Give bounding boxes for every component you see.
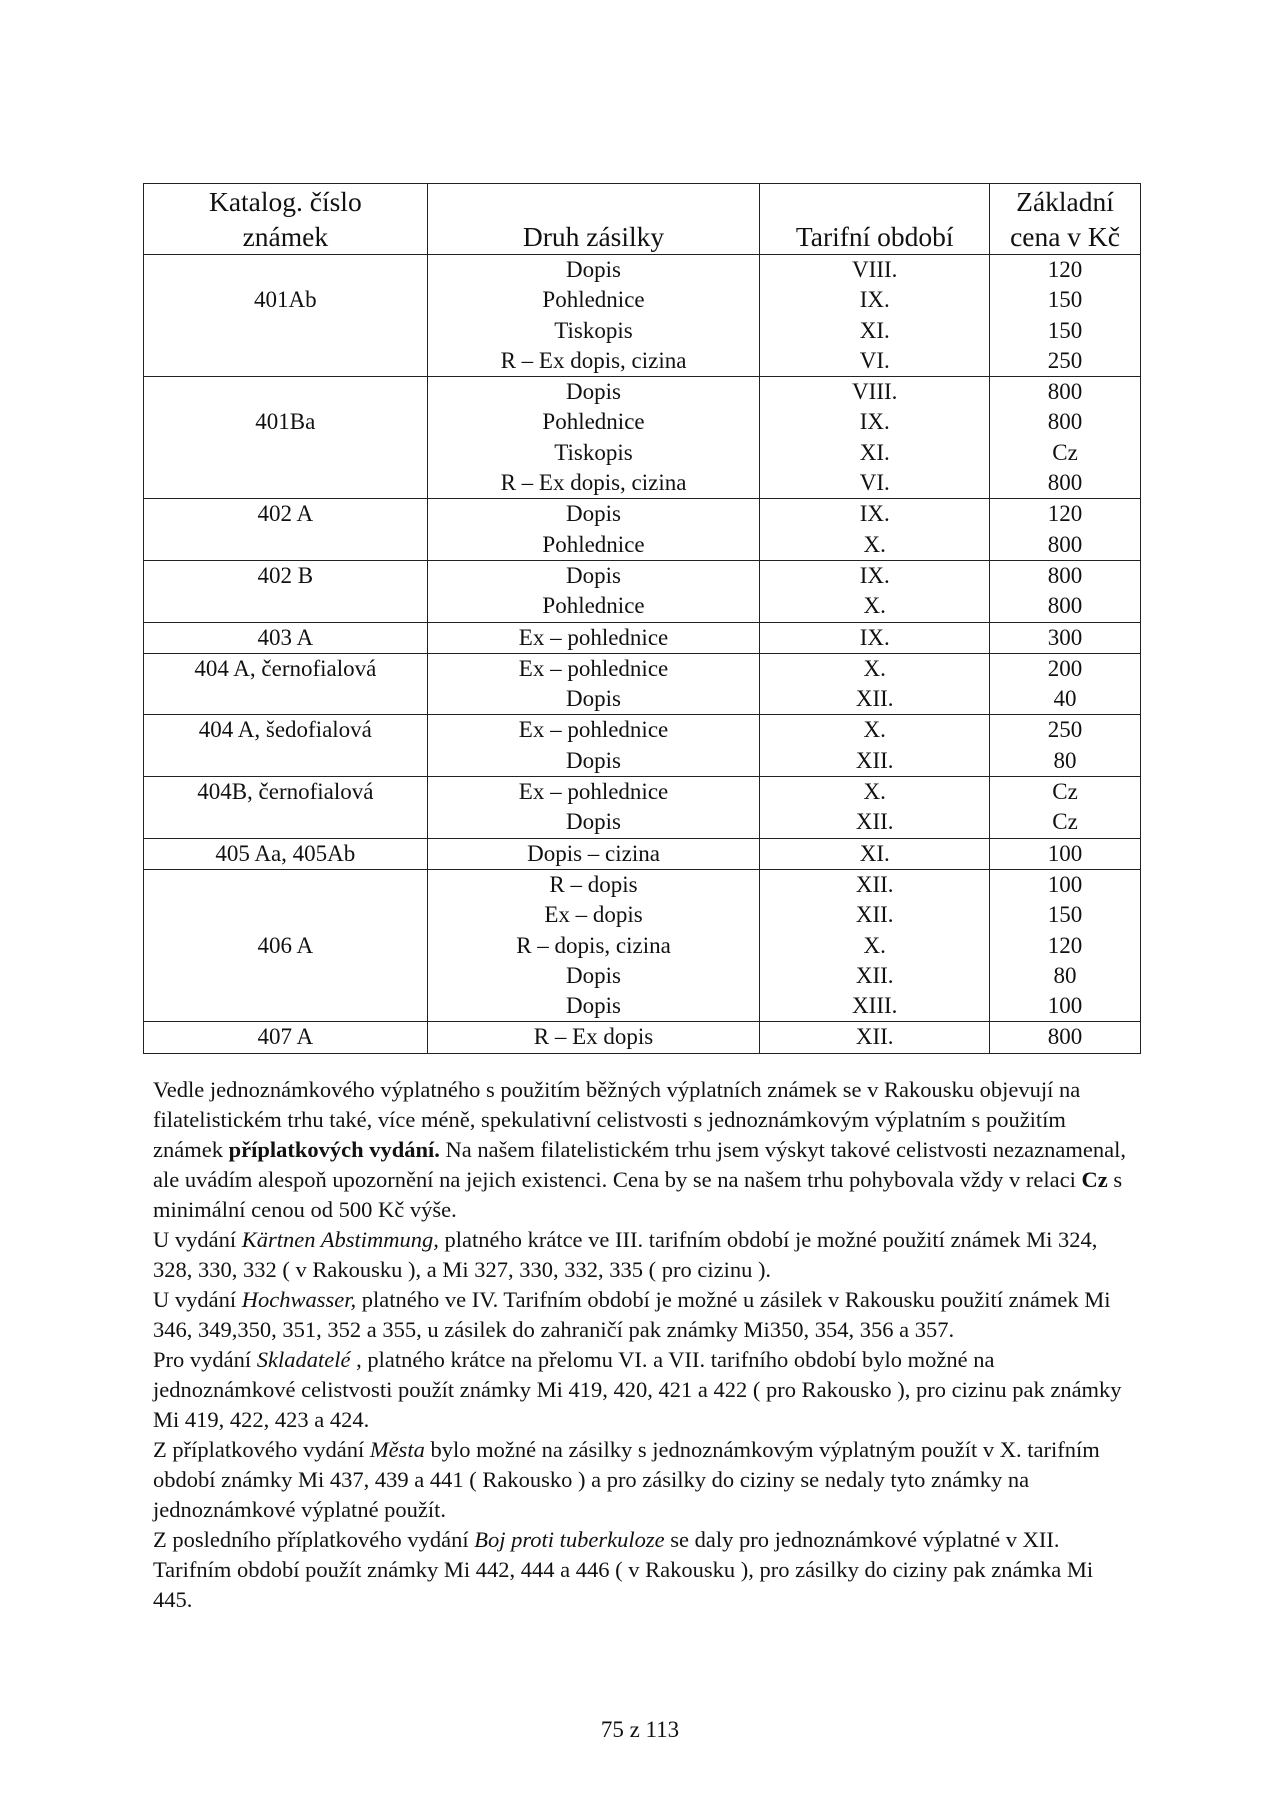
base-price-cell <box>990 560 1141 622</box>
catalog-number-cell <box>144 1022 428 1053</box>
base-price-cell <box>990 777 1141 839</box>
base-price: 120 <box>1047 932 1083 958</box>
shipment-type: Ex – dopis <box>544 902 643 928</box>
shipment-type-cell <box>427 653 760 715</box>
base-price: 250 <box>1047 717 1083 743</box>
header-base-price: Základní cena v Kč <box>990 184 1141 255</box>
catalog-number: 404 A, šedofialová <box>198 717 372 743</box>
shipment-type-cell <box>427 377 760 499</box>
shipment-type: Pohlednice <box>542 531 645 557</box>
shipment-type-cell <box>427 777 760 839</box>
shipment-type: Dopis <box>566 379 621 405</box>
catalog-number: 401Ab <box>254 287 317 313</box>
shipment-type-cell <box>427 838 760 869</box>
shipment-type-cell <box>427 869 760 1021</box>
base-price: 800 <box>1047 593 1083 619</box>
tariff-period: XI. <box>859 317 890 343</box>
tariff-period: XII. <box>855 747 894 773</box>
tariff-period-cell <box>760 255 990 377</box>
base-price-cell <box>990 838 1141 869</box>
tariff-period: VIII. <box>852 257 898 282</box>
shipment-type: R – dopis <box>549 871 638 897</box>
shipment-type-cell <box>427 1022 760 1053</box>
tariff-period: IX. <box>859 287 890 313</box>
base-price: 800 <box>1047 562 1083 588</box>
tariff-period: XII. <box>855 809 894 835</box>
catalog-number-cell <box>144 622 428 653</box>
base-price: 40 <box>1053 686 1077 712</box>
tariff-period: X. <box>863 655 886 681</box>
shipment-type-cell <box>427 715 760 777</box>
paragraph: Z posledního příplatkového vydání Boj proti tuberkuloze se daly pro jednoznámkové výplatné v XII. Tarifním období použít známky Mi 442, 444 a 446 ( v Rakousku ), pro zásilky do ciziny pak známka Mi 445. <box>153 1527 1094 1612</box>
table-row <box>144 255 1141 377</box>
shipment-type: Ex – pohlednice <box>518 655 669 681</box>
tariff-period-cell <box>760 869 990 1021</box>
tariff-period-cell <box>760 715 990 777</box>
base-price: 120 <box>1047 501 1083 527</box>
base-price-cell <box>990 869 1141 1021</box>
table-row <box>144 869 1141 1021</box>
tariff-period: XII. <box>855 962 894 988</box>
table-row <box>144 499 1141 561</box>
shipment-type: Dopis <box>566 686 621 712</box>
table-row <box>144 715 1141 777</box>
shipment-type: R – dopis, cizina <box>516 932 671 958</box>
shipment-type: Dopis <box>566 962 621 988</box>
shipment-type: Dopis <box>566 993 621 1019</box>
tariff-period: VIII. <box>852 379 898 405</box>
base-price-cell <box>990 377 1141 499</box>
tariff-period-cell <box>760 622 990 653</box>
base-price-cell <box>990 653 1141 715</box>
table-row <box>144 377 1141 499</box>
shipment-type: Pohlednice <box>542 593 645 619</box>
catalog-number: 401Ba <box>255 409 316 435</box>
table-body <box>144 255 1141 1054</box>
catalog-number: 402 B <box>257 562 314 588</box>
tariff-period: VI. <box>859 470 890 496</box>
shipment-type: Dopis <box>566 809 621 835</box>
base-price: 120 <box>1047 257 1083 282</box>
tariff-period-cell <box>760 560 990 622</box>
base-price: Cz <box>1052 809 1078 835</box>
shipment-type: Dopis <box>566 257 621 282</box>
catalog-number-cell <box>144 377 428 499</box>
shipment-type: R – Ex dopis <box>533 1024 654 1050</box>
tariff-period-cell <box>760 377 990 499</box>
paragraph: Pro vydání Skladatelé , platného krátce na přelomu VI. a VII. tarifního období bylo možné na jednoznámkové celistvosti použít známky Mi 419, 420, 421 a 422 ( pro Rakousko ), pro cizinu pak známky Mi 419, 422, 423 a 424. <box>153 1347 1122 1432</box>
shipment-type: Dopis <box>566 501 621 527</box>
tariff-period: X. <box>863 593 886 619</box>
catalog-number-cell <box>144 869 428 1021</box>
tariff-period: XIII. <box>852 993 898 1019</box>
shipment-type: Pohlednice <box>542 287 645 313</box>
catalog-number: 407 A <box>257 1024 314 1050</box>
shipment-type: R – Ex dopis, cizina <box>500 347 687 373</box>
catalog-number-cell <box>144 653 428 715</box>
base-price-cell <box>990 255 1141 377</box>
base-price: Cz <box>1052 439 1078 465</box>
shipment-type: R – Ex dopis, cizina <box>500 470 687 496</box>
catalog-number: 404 A, černofialová <box>194 655 377 681</box>
catalog-number: 405 Aa, 405Ab <box>215 840 356 866</box>
body-text <box>153 1075 1128 1615</box>
shipment-type-cell <box>427 499 760 561</box>
base-price: 80 <box>1053 747 1077 773</box>
base-price: 300 <box>1047 624 1083 650</box>
tariff-period: VI. <box>859 347 890 373</box>
tariff-period-cell <box>760 1022 990 1053</box>
tariff-period: XI. <box>859 439 890 465</box>
shipment-type: Ex – pohlednice <box>518 624 669 650</box>
tariff-period-cell <box>760 777 990 839</box>
tariff-period: XII. <box>855 1024 894 1050</box>
base-price: 80 <box>1053 962 1077 988</box>
header-shipment-type: Druh zásilky <box>427 184 760 255</box>
shipment-type: Tiskopis <box>554 439 633 465</box>
catalog-number: 406 A <box>257 932 314 958</box>
paragraph: U vydání Kärtnen Abstimmung, platného krátce ve III. tarifním období je možné použití známek Mi 324, 328, 330, 332 ( v Rakousku ), a Mi 327, 330, 332, 335 ( pro cizinu ). <box>153 1227 1098 1282</box>
base-price: 800 <box>1047 409 1083 435</box>
paragraph: Vedle jednoznámkového výplatného s použitím běžných výplatních známek se v Rakousku objevují na filatelistickém trhu také, více méně, spekulativní celistvosti s jednoznámkovým výplatním s použitím známek příplatkových vydání. Na našem filatelistickém trhu jsem výskyt takové celistvosti nezaznamenal, ale uvádím alespoň upozornění na jejich existenci. Cena by se na našem trhu pohybovala vždy v relaci Cz s minimální cenou od 500 Kč výše. <box>153 1077 1126 1222</box>
table-row <box>144 1022 1141 1053</box>
table-row <box>144 838 1141 869</box>
shipment-type: Dopis <box>566 562 621 588</box>
catalog-number-cell <box>144 560 428 622</box>
table-row <box>144 653 1141 715</box>
tariff-period: IX. <box>859 409 890 435</box>
shipment-type: Tiskopis <box>554 317 633 343</box>
table-row <box>144 622 1141 653</box>
tariff-period: X. <box>863 531 886 557</box>
tariff-period: IX. <box>859 624 890 650</box>
paragraph: Z příplatkového vydání Města bylo možné na zásilky s jednoznámkovým výplatným použít v X. tarifním období známky Mi 437, 439 a 441 ( Rakousko ) a pro zásilky do ciziny se nedaly tyto známky na jednoznámkové výplatné použít. <box>153 1437 1100 1522</box>
base-price: 800 <box>1047 1024 1083 1050</box>
base-price: 100 <box>1047 840 1083 866</box>
base-price: 800 <box>1047 470 1083 496</box>
table-row <box>144 777 1141 839</box>
base-price: 150 <box>1047 902 1083 928</box>
catalog-number-cell <box>144 499 428 561</box>
tariff-period: XII. <box>855 686 894 712</box>
tariff-period: IX. <box>859 562 890 588</box>
tariff-period: X. <box>863 932 886 958</box>
tariff-period-cell <box>760 838 990 869</box>
catalog-number-cell <box>144 255 428 377</box>
base-price: 800 <box>1047 379 1083 405</box>
base-price: 100 <box>1047 993 1083 1019</box>
base-price-cell <box>990 1022 1141 1053</box>
tariff-period: IX. <box>859 501 890 527</box>
shipment-type-cell <box>427 560 760 622</box>
base-price: 800 <box>1047 531 1083 557</box>
tariff-period-cell <box>760 653 990 715</box>
catalog-number-cell <box>144 838 428 869</box>
tariff-period: X. <box>863 779 886 805</box>
tariff-period: X. <box>863 717 886 743</box>
base-price: Cz <box>1052 779 1078 805</box>
shipment-type-cell <box>427 622 760 653</box>
table-row <box>144 560 1141 622</box>
shipment-type-cell <box>427 255 760 377</box>
base-price-cell <box>990 499 1141 561</box>
shipment-type: Pohlednice <box>542 409 645 435</box>
shipment-type: Dopis <box>566 747 621 773</box>
tariff-period: XII. <box>855 902 894 928</box>
tariff-period-cell <box>760 499 990 561</box>
page-number: 75 z 113 <box>600 1717 680 1742</box>
base-price: 250 <box>1047 347 1083 373</box>
catalog-number: 404B, černofialová <box>197 779 374 805</box>
base-price-cell <box>990 715 1141 777</box>
base-price: 200 <box>1047 655 1083 681</box>
base-price-cell <box>990 622 1141 653</box>
catalog-number: 402 A <box>257 501 314 527</box>
base-price: 150 <box>1047 317 1083 343</box>
catalog-number-cell <box>144 777 428 839</box>
tariff-period: XII. <box>855 871 894 897</box>
table-header-row <box>144 184 1141 255</box>
catalog-number-cell <box>144 715 428 777</box>
catalog-number: 403 A <box>257 624 314 650</box>
paragraph: U vydání Hochwasser, platného ve IV. Tarifním období je možné u zásilek v Rakousku použití známek Mi 346, 349,350, 351, 352 a 355, u zásilek do zahraničí pak známky Mi350, 354, 356 a 357. <box>153 1287 1111 1342</box>
base-price: 150 <box>1047 287 1083 313</box>
base-price: 100 <box>1047 871 1083 897</box>
header-tariff-period: Tarifní období <box>760 184 990 255</box>
header-catalog-number: Katalog. číslo známek <box>144 184 428 255</box>
shipment-type: Ex – pohlednice <box>518 779 669 805</box>
stamp-catalog-table <box>143 183 1141 1054</box>
shipment-type: Ex – pohlednice <box>518 717 669 743</box>
shipment-type: Dopis – cizina <box>527 840 660 866</box>
tariff-period: XI. <box>859 840 890 866</box>
